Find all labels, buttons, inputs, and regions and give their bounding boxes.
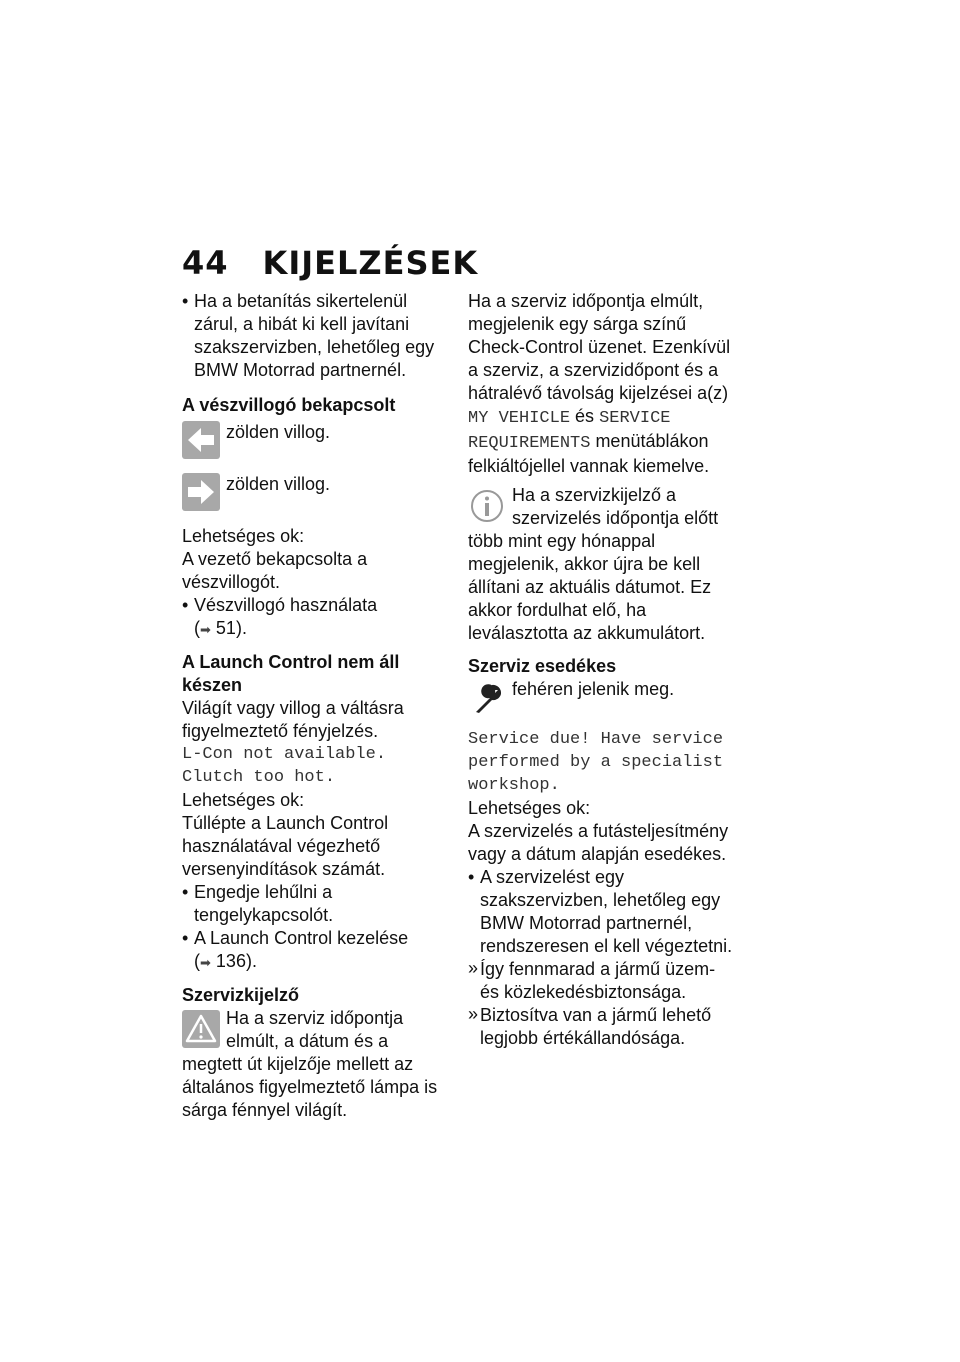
my-vehicle-label: MY VEHICLE (468, 409, 571, 428)
hazard-row-left (182, 421, 450, 465)
para1-a: Ha a szerviz időpontja elmúlt, megjelenik egy sárga színű Check-Control üzenet. Ezenkívül a szerviz, a szervizidőpont és a hátralévő távolság kijelzései a(z) (468, 291, 731, 403)
turn-right-icon (182, 473, 220, 511)
page-title (182, 244, 478, 282)
hazard-ref[interactable]: 51). (215, 618, 247, 638)
turn-left-icon (182, 421, 220, 459)
intro-bullet: • Ha a betanítás sikertelenül zárul, a hibát ki kell javítani szakszervizben, lehetőleg egy BMW Motorrad partnernél. (182, 290, 450, 382)
hazard-cause: A vezető bekapcsolta a vészvillogót. (182, 549, 368, 592)
left-column (182, 290, 450, 1122)
launch-heading: A Launch Control nem áll készen (182, 652, 400, 695)
launch-text: Világít vagy villog a váltásra figyelmeztető fényjelzés. (182, 698, 404, 741)
service-due-cause: A szervizelés a futásteljesítmény vagy a dátum alapján esedékes. (468, 821, 729, 864)
reference-arrow-icon: ➡ (200, 622, 211, 637)
service-indicator-heading: Szervizkijelző (182, 985, 300, 1005)
hazard-bullet: • Vészvillogó használata (➡ 51). (182, 594, 450, 641)
wrench-icon (468, 680, 506, 718)
service-due-message: Service due! Have service performed by a specialist workshop. (468, 730, 724, 795)
service-requirements-label: SERVICE REQUIREMENTS (468, 409, 671, 453)
info-note (468, 484, 738, 645)
launch-bullet2-text: A Launch Control kezelése (194, 928, 409, 948)
hazard-row2-text: zölden villog. (226, 474, 331, 494)
service-due-icon-text: fehéren jelenik meg. (512, 679, 675, 699)
warning-triangle-icon (182, 1010, 220, 1048)
info-icon (468, 487, 506, 525)
hazard-heading: A vészvillogó bekapcsolt (182, 395, 396, 415)
service-indicator-block (182, 1007, 450, 1122)
para1-c: menütáblákon felkiáltójellel vannak kiemelve. (468, 431, 710, 476)
right-column (468, 290, 738, 1050)
launch-possible: Lehetséges ok: (182, 790, 305, 810)
page-number: 44 (182, 244, 229, 282)
launch-mono1: L-Con not available. (182, 745, 387, 764)
service-due-result2: » Biztosítva van a jármű lehető legjobb értékállandósága. (468, 1004, 738, 1050)
service-due-possible: Lehetséges ok: (468, 798, 591, 818)
service-due-heading: Szerviz esedékes (468, 656, 617, 676)
service-due-result1: » Így fennmarad a jármű üzem- és közlekedésbiztonsága. (468, 958, 738, 1004)
launch-mono2: Clutch too hot. (182, 768, 336, 787)
para1-b: és (575, 406, 595, 426)
service-due-bullet: • A szervizelést egy szakszervizben, lehetőleg egy BMW Motorrad partnernél, rendszeresen el kell végeztetni. (468, 866, 738, 958)
reference-arrow-icon: ➡ (200, 955, 211, 970)
info-note-text: Ha a szervizkijelző a szervizelés időpontja előtt több mint egy hónappal megjelenik, akkor újra be kell állítani az aktuális dátumot. Ez akkor fordulhat elő, ha leválasztotta az akkumulátort. (468, 485, 719, 643)
hazard-row-right (182, 473, 450, 517)
launch-cause: Túllépte a Launch Control használatával végezhető versenyindítások számát. (182, 813, 389, 879)
launch-bullet1: • Engedje lehűlni a tengelykapcsolót. (182, 881, 450, 927)
service-overdue-paragraph (468, 290, 738, 478)
service-due-row (468, 678, 738, 722)
launch-bullet2: • A Launch Control kezelése (➡ 136). (182, 927, 450, 974)
hazard-possible: Lehetséges ok: (182, 526, 305, 546)
launch-ref[interactable]: 136). (215, 951, 257, 971)
hazard-bullet-text: Vészvillogó használata (194, 595, 378, 615)
service-indicator-text: Ha a szerviz időpontja elmúlt, a dátum és a megtett út kijelzője mellett az általános figyelmeztető lámpa is sárga fénnyel világít. (182, 1008, 438, 1120)
chapter-title: KIJELZÉSEK (262, 244, 479, 282)
hazard-row1-text: zölden villog. (226, 422, 331, 442)
